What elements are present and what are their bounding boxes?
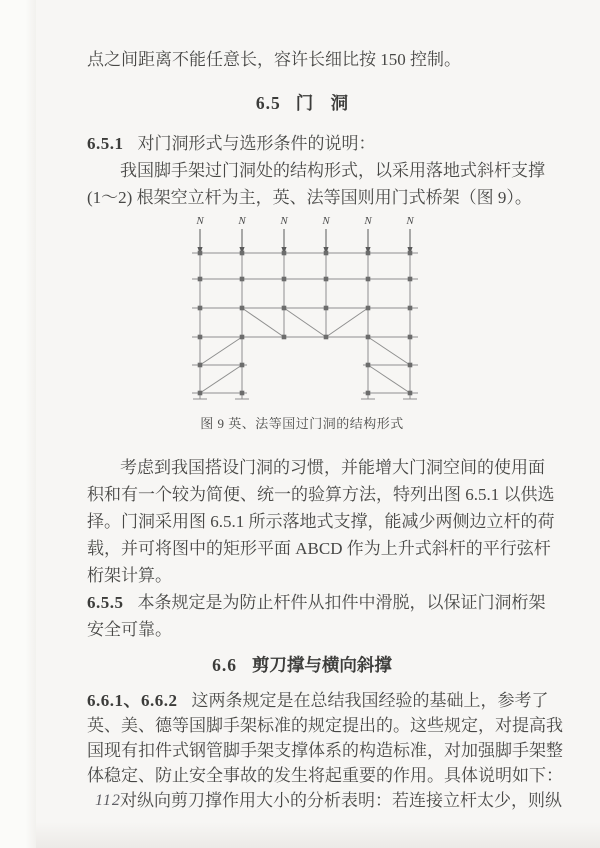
svg-text:N: N (196, 215, 204, 227)
figure-door-opening-scaffold-diagram (187, 213, 437, 413)
body-text-line: 桁架计算。 (87, 566, 172, 585)
section-title: 剪刀撑与横向斜撑 (251, 655, 392, 675)
body-text-line: 体稳定、防止安全事故的发生将起重要的作用。具体说明如下： (87, 766, 563, 785)
body-text-line: 择。门洞采用图 6.5.1 所示落地式支撑，能减少两侧边立杆的荷 (87, 512, 555, 531)
body-text-line: 国现有扣件式钢管脚手架支撑体系的构造标准，对加强脚手架整 (87, 741, 563, 760)
svg-text:N: N (322, 215, 330, 227)
clause-6-6-1-line (87, 688, 549, 713)
section-title: 门 洞 (295, 93, 349, 113)
diagonal-brace-lines (200, 308, 410, 393)
standard-lines (200, 253, 410, 399)
body-text-line: 英、美、德等国脚手架标准的规定提出的。这些规定，对提高我 (87, 716, 563, 735)
scaffold-truss-drawing (187, 213, 437, 405)
body-text-line: (1～2) 根架空立杆为主，英、法等国则用门式桥架（图 9）。 (87, 188, 532, 207)
clause-6-5-1-line (87, 130, 517, 157)
body-text-line: 对纵向剪刀撑作用大小的分析表明：若连接立杆太少，则纵 (120, 791, 562, 810)
svg-text:N: N (280, 215, 288, 227)
body-text-line: 点之间距离不能任意长，容许长细比按 150 控制。 (87, 50, 461, 69)
section-heading-6-6 (87, 652, 517, 679)
page-number: 112 (95, 792, 121, 809)
svg-text:N: N (406, 215, 414, 227)
body-text-line: 我国脚手架过门洞处的结构形式，以采用落地式斜杆支撑 (120, 161, 545, 180)
clause-text: 对门洞形式与选形条件的说明： (137, 134, 376, 153)
clause-number: 6.5.1 (87, 134, 124, 153)
page-bottom-shading (36, 822, 600, 848)
section-number: 6.5 (255, 93, 281, 113)
clause-text: 本条规定是为防止杆件从扣件中滑脱，以保证门洞桁架 (137, 593, 546, 612)
clause-6-5-5-line (87, 589, 546, 616)
clause-number: 6.6.1、6.6.2 (87, 691, 178, 710)
section-number: 6.6 (212, 655, 237, 675)
section-heading-6-5 (87, 90, 517, 117)
clause-text: 这两条规定是在总结我国经验的基础上，参考了 (191, 691, 549, 710)
body-text-line: 考虑到我国搭设门洞的习惯，并能增大门洞空间的使用面 (120, 458, 545, 477)
clause-number: 6.5.5 (87, 593, 124, 612)
load-arrows (195, 215, 414, 254)
body-text-line: 积和有一个较为简便、统一的验算方法，特列出图 6.5.1 以供选 (87, 485, 555, 504)
body-text-line: 载，并可将图中的矩形平面 ABCD 作为上升式斜杆的平行弦杆 (87, 539, 551, 558)
svg-text:N: N (238, 215, 246, 227)
body-text-line: 安全可靠。 (87, 620, 172, 639)
svg-text:N: N (364, 215, 372, 227)
figure-caption: 图 9 英、法等国过门洞的结构形式 (200, 416, 404, 431)
